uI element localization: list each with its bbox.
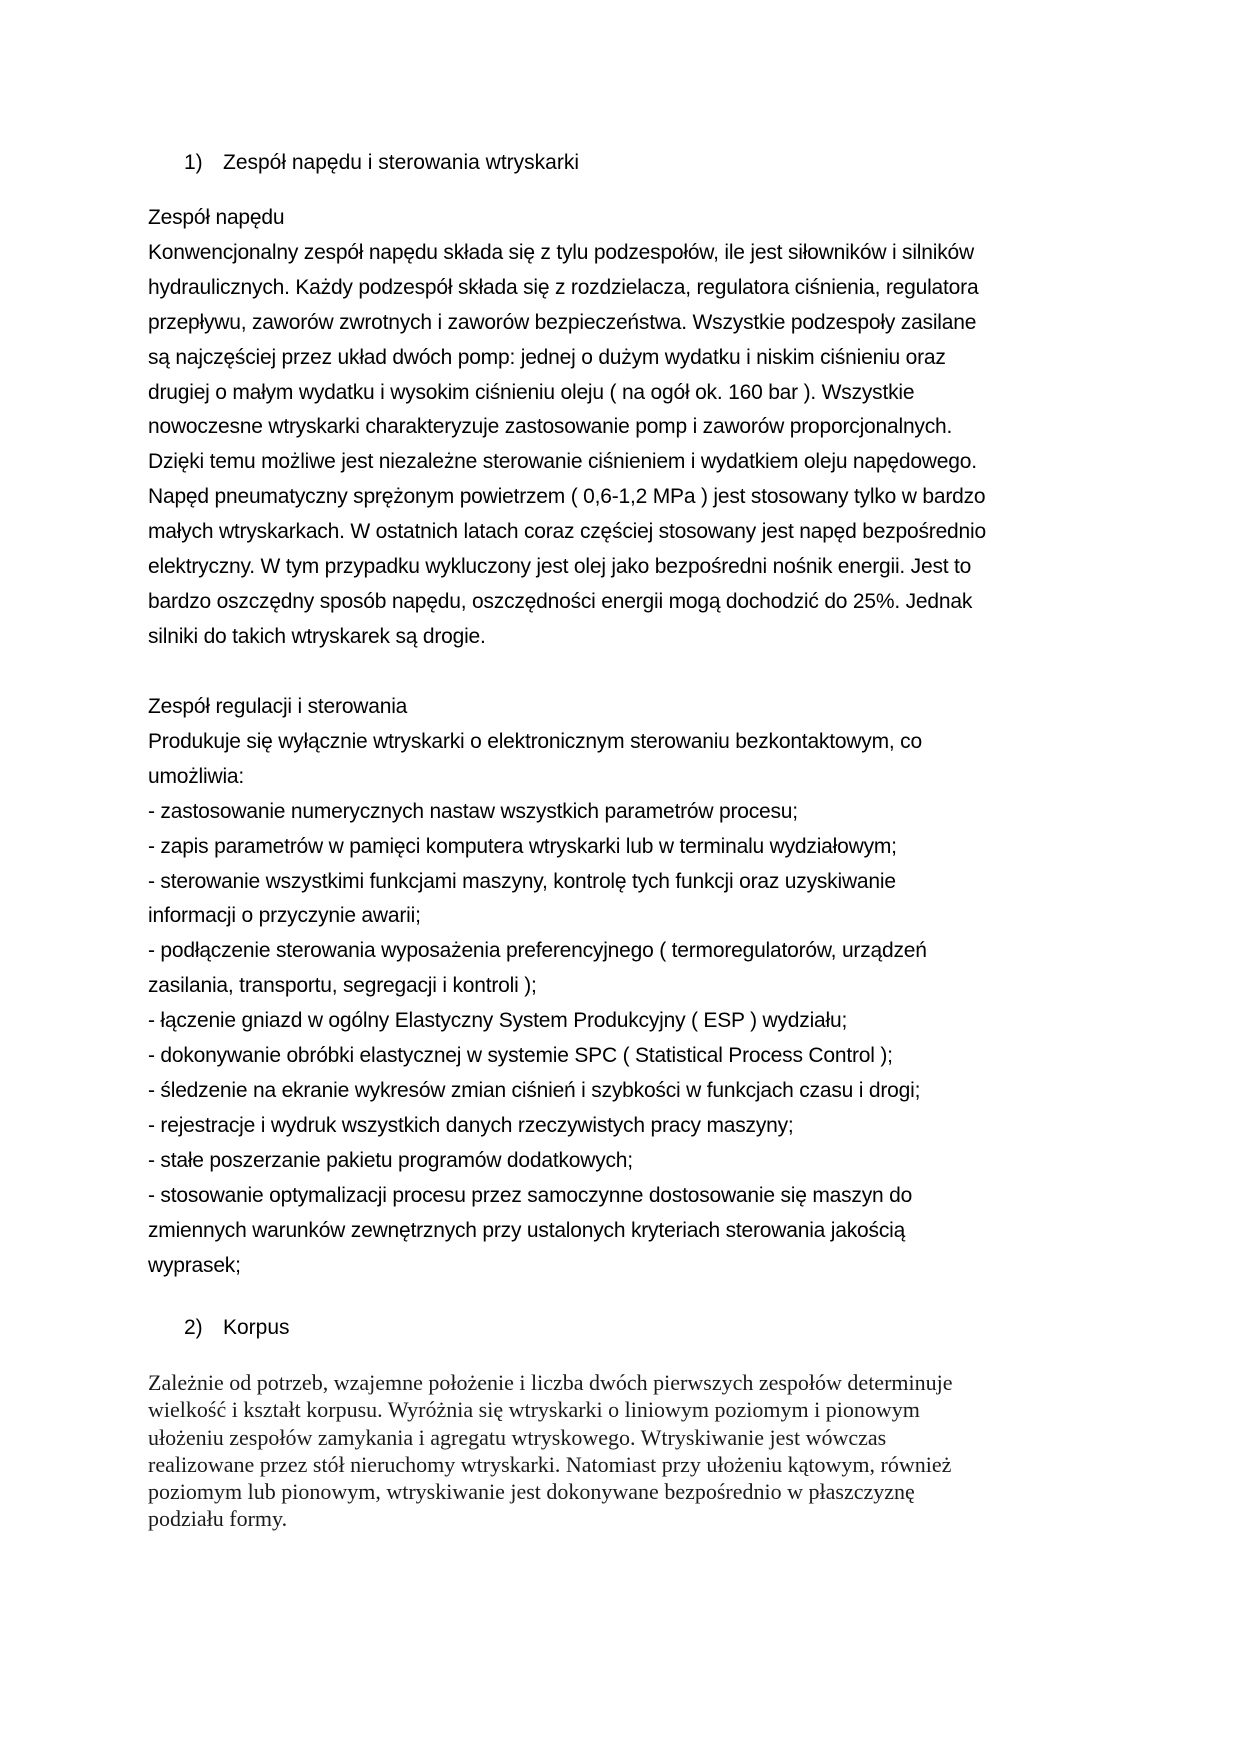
drive-line: Napęd pneumatyczny sprężonym powietrzem ( 0,6-1,2 MPa ) jest stosowany tylko w bardzo	[148, 485, 986, 509]
control-line: - łączenie gniazd w ogólny Elastyczny System Produkcyjny ( ESP ) wydziału;	[148, 1009, 848, 1033]
control-line: informacji o przyczynie awarii;	[148, 904, 421, 928]
control-line: - śledzenie na ekranie wykresów zmian ciśnień i szybkości w funkcjach czasu i drogi;	[148, 1078, 921, 1102]
korpus-paragraph	[148, 1369, 1088, 1533]
drive-line: są najczęściej przez układ dwóch pomp: jednej o dużym wydatku i niskim ciśnieniu oraz	[148, 345, 946, 369]
control-line: zasilania, transportu, segregacji i kontroli );	[148, 974, 537, 998]
control-line: Produkuje się wyłącznie wtryskarki o elektronicznym sterowaniu bezkontaktowym, co	[148, 729, 922, 753]
korpus-line: Zależnie od potrzeb, wzajemne położenie i liczba dwóch pierwszych zespołów determinuje	[148, 1370, 953, 1395]
drive-line: bardzo oszczędny sposób napędu, oszczędności energii mogą dochodzić do 25%. Jednak	[148, 589, 973, 613]
control-line: - stosowanie optymalizacji procesu przez samoczynne dostosowanie się maszyn do	[148, 1183, 913, 1207]
korpus-line: wielkość i kształt korpusu. Wyróżnia się wtryskarki o liniowym poziomym i pionowym	[148, 1397, 920, 1423]
control-line: umożliwia:	[148, 764, 245, 788]
control-line: - sterowanie wszystkimi funkcjami maszyny, kontrolę tych funkcji oraz uzyskiwanie	[148, 869, 896, 893]
korpus-line: poziomym lub pionowym, wtryskiwanie jest dokonywane bezpośrednio w płaszczyznę	[148, 1479, 915, 1505]
control-section	[148, 690, 1088, 1283]
drive-line: nowoczesne wtryskarki charakteryzuje zastosowanie pomp i zaworów proporcjonalnych.	[148, 415, 953, 439]
section-2-title: Korpus	[223, 1316, 290, 1339]
korpus-line: ułożeniu zespołów zamykania i agregatu wtryskowego. Wtryskiwanie jest wówczas	[148, 1424, 887, 1450]
drive-section	[148, 201, 1088, 655]
control-line: - dokonywanie obróbki elastycznej w systemie SPC ( Statistical Process Control );	[148, 1044, 893, 1068]
drive-heading: Zespół napędu	[148, 206, 285, 229]
control-line: - podłączenie sterowania wyposażenia preferencyjnego ( termoregulatorów, urządzeń	[148, 939, 927, 963]
control-heading: Zespół regulacji i sterowania	[148, 695, 408, 718]
control-line: - zapis parametrów w pamięci komputera wtryskarki lub w terminalu wydziałowym;	[148, 834, 897, 858]
section-1-number: 1)	[184, 151, 203, 174]
drive-line: elektryczny. W tym przypadku wykluczony jest olej jako bezpośredni nośnik energii. Jest to	[148, 555, 972, 579]
drive-line: silniki do takich wtryskarek są drogie.	[148, 624, 486, 648]
drive-line: przepływu, zaworów zwrotnych i zaworów bezpieczeństwa. Wszystkie podzespoły zasilane	[148, 310, 977, 334]
drive-line: małych wtryskarkach. W ostatnich latach coraz częściej stosowany jest napęd bezpośrednio	[148, 520, 986, 544]
section-2-number: 2)	[184, 1316, 203, 1339]
section-1-title: Zespół napędu i sterowania wtryskarki	[223, 151, 579, 174]
drive-line: drugiej o małym wydatku i wysokim ciśnieniu oleju ( na ogół ok. 160 bar ). Wszystkie	[148, 380, 915, 404]
drive-line: hydraulicznych. Każdy podzespół składa się z rozdzielacza, regulatora ciśnienia, regulatora	[148, 275, 979, 299]
korpus-line: podziału formy.	[148, 1506, 288, 1532]
control-line: zmiennych warunków zewnętrznych przy ustalonych kryteriach sterowania jakością	[148, 1218, 906, 1242]
control-line: - rejestracje i wydruk wszystkich danych rzeczywistych pracy maszyny;	[148, 1113, 794, 1137]
control-line: wyprasek;	[148, 1253, 241, 1277]
drive-line: Konwencjonalny zespół napędu składa się z tylu podzespołów, ile jest siłowników i silników	[148, 240, 974, 264]
korpus-line: realizowane przez stół nieruchomy wtryskarki. Natomiast przy ułożeniu kątowym, również	[148, 1451, 952, 1477]
control-line: - stałe poszerzanie pakietu programów dodatkowych;	[148, 1148, 633, 1172]
control-line: - zastosowanie numerycznych nastaw wszystkich parametrów procesu;	[148, 799, 798, 823]
drive-line: Dzięki temu możliwe jest niezależne sterowanie ciśnieniem i wydatkiem oleju napędowego.	[148, 450, 977, 474]
